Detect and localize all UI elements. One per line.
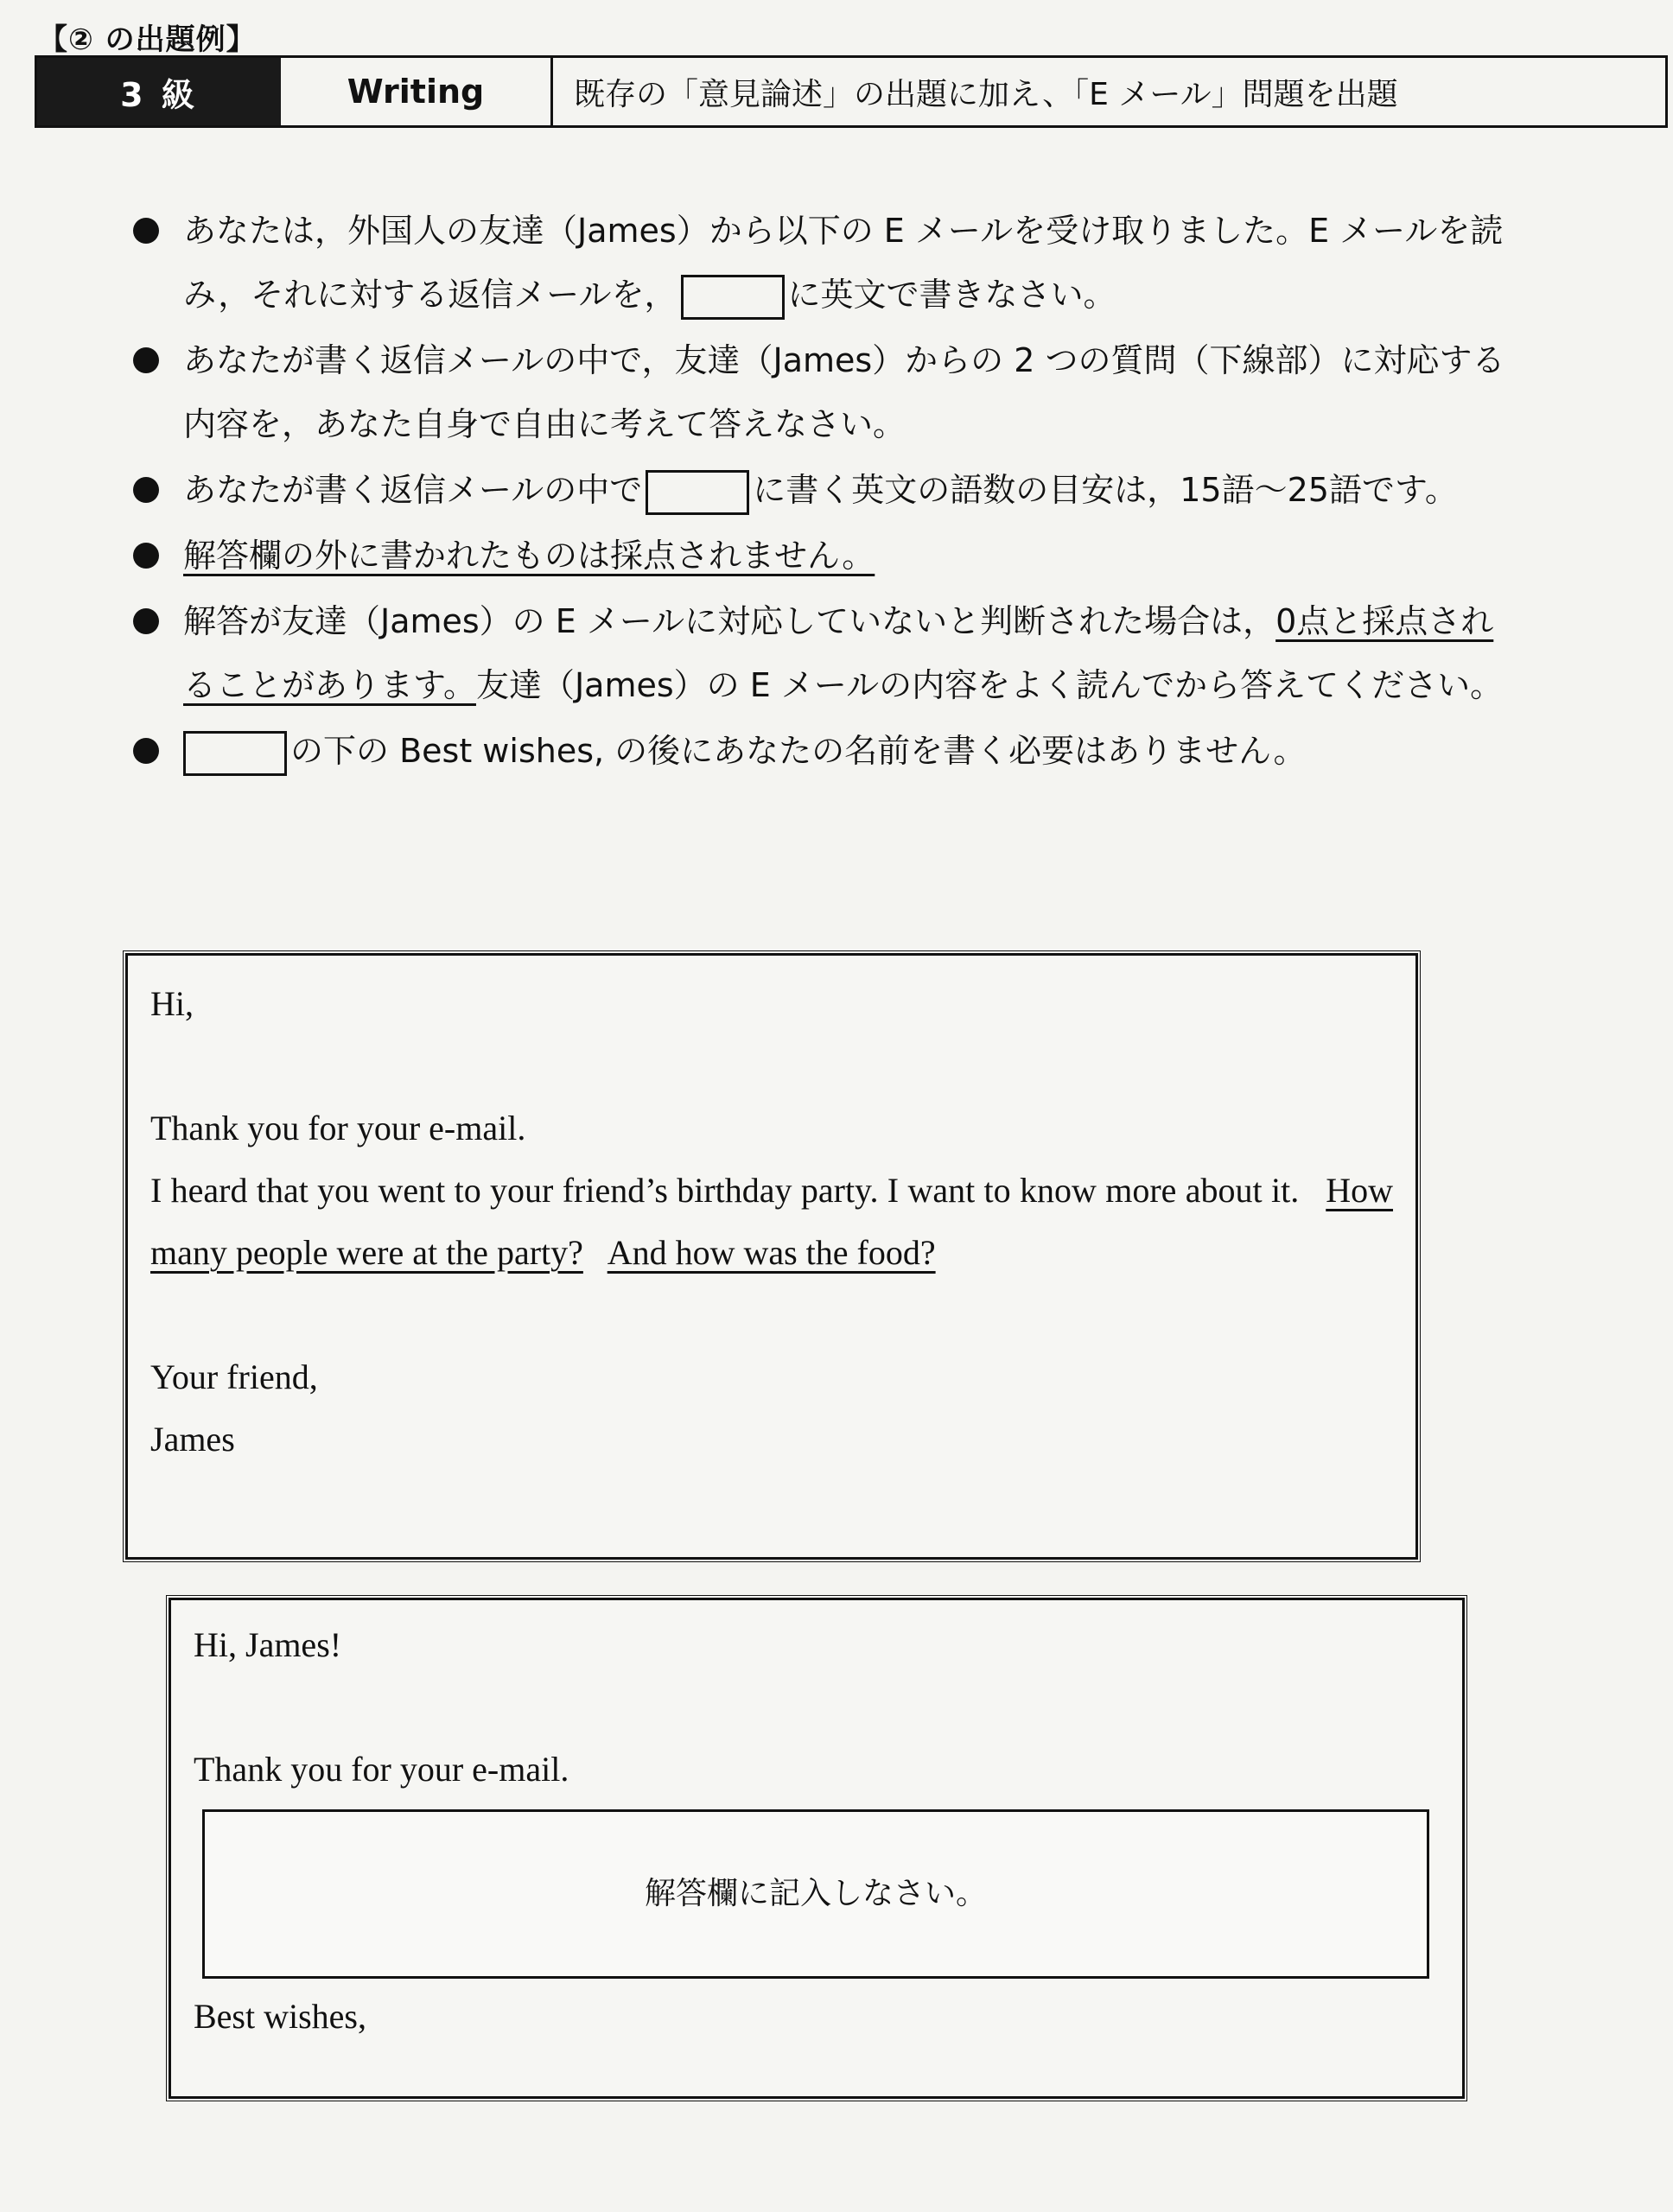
- instruction-text: に英文で書きなさい。: [787, 276, 1116, 314]
- instruction-text: あなたが書く返信メールの中で: [183, 471, 643, 509]
- instruction-item: [130, 589, 1521, 717]
- instruction-item: [130, 199, 1521, 327]
- instruction-text: 解答が友達（James）の E メールに対応していないと判断された場合は，: [183, 602, 1276, 640]
- instruction-text: 解答欄の外に書かれたものは採点されません。: [183, 537, 875, 575]
- instruction-item: [130, 719, 1521, 783]
- reply-greeting: Hi, James!: [194, 1625, 342, 1664]
- instruction-underlined-text: 0点と採点されることがあります。: [183, 602, 1494, 704]
- spacer: [150, 1284, 1393, 1346]
- email-body-text: I heard that you went to your friend’s birthday party. I want to know more about it.: [150, 1171, 1300, 1210]
- spacer: [194, 1676, 1440, 1738]
- instructions-list: [130, 199, 1521, 785]
- bullet-icon: [133, 738, 159, 764]
- example-heading: 【② の出題例】: [38, 22, 257, 57]
- reply-thanks: Thank you for your e-mail.: [194, 1750, 569, 1789]
- email-thanks: Thank you for your e-mail.: [150, 1109, 526, 1147]
- instruction-text: に書く英文の語数の目安は，15語～25語です。: [753, 471, 1458, 509]
- instruction-item: [130, 524, 1521, 588]
- answer-field-label: 解答欄に記入しなさい。: [644, 1876, 987, 1911]
- email-body: [150, 1160, 1393, 1284]
- email-closing: Your friend,: [150, 1357, 318, 1396]
- instruction-text: あなたが書く返信メールの中で，友達（James）からの 2 つの質問（下線部）に対応する内容を，あなた自身で自由に考えて答えなさい。: [183, 341, 1505, 443]
- grade-label: 3 級: [37, 58, 281, 125]
- instruction-item: [130, 458, 1521, 522]
- bullet-icon: [133, 347, 159, 373]
- james-email: [123, 950, 1421, 1562]
- bullet-icon: [133, 218, 159, 244]
- bullet-icon: [133, 543, 159, 569]
- instruction-text: の下の Best wishes, の後にあなたの名前を書く必要はありません。: [290, 732, 1307, 770]
- header-description: 既存の「意見論述」の出題に加え、「E メール」問題を出題: [574, 76, 1398, 112]
- bullet-icon: [133, 477, 159, 503]
- skill-label: Writing: [281, 58, 553, 125]
- exam-header: [35, 55, 1668, 128]
- instruction-item: [130, 328, 1521, 456]
- instruction-text: 友達（James）の E メールの内容をよく読んでから答えてください。: [475, 666, 1504, 704]
- blank-box-icon: [681, 275, 785, 320]
- reply-email: [166, 1595, 1467, 2101]
- email-signature: James: [150, 1420, 235, 1459]
- blank-box-icon: [646, 470, 749, 515]
- instruction-text: あなたは，外国人の友達（James）から以下の E メールを受け取りました。E メールを読み，それに対する返信メールを，: [183, 212, 1504, 314]
- spacer: [150, 1035, 1393, 1097]
- blank-box-icon: [183, 731, 287, 776]
- bullet-icon: [133, 608, 159, 634]
- answer-field[interactable]: [202, 1809, 1429, 1979]
- email-greeting: Hi,: [150, 984, 194, 1023]
- reply-closing: Best wishes,: [194, 1997, 366, 2036]
- email-question-2: And how was the food?: [607, 1233, 936, 1272]
- email-question-1: How many people were at the party?: [150, 1171, 1394, 1272]
